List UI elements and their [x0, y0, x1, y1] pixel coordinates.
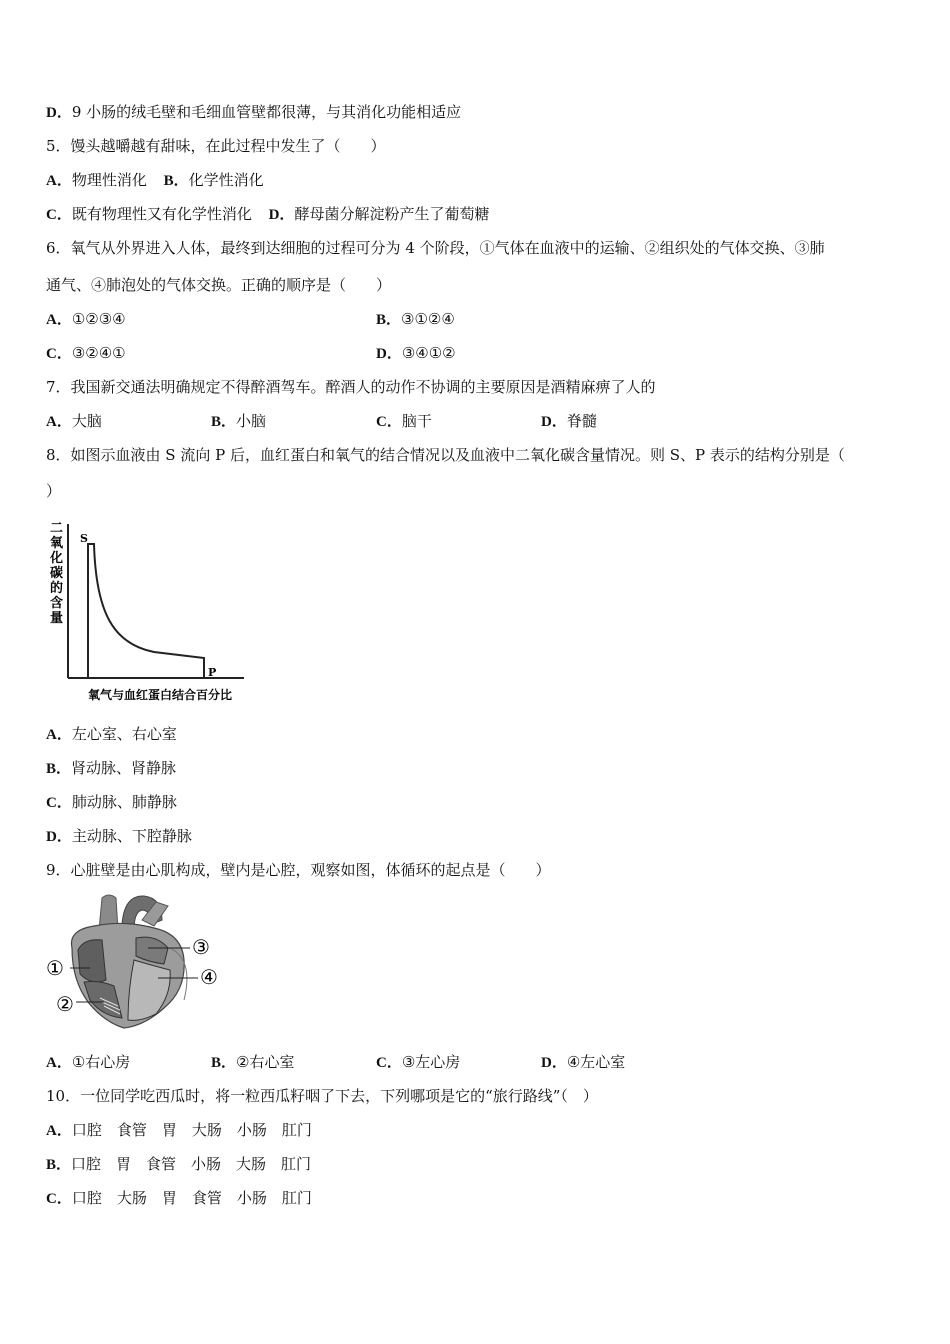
- q5-option-c: 既有物理性又有化学性消化: [71, 205, 252, 223]
- q6-stem-line1: 6．氧气从外界进入人体，最终到达细胞的过程可分为 4 个阶段，①气体在血液中的运输、②组织处的气体交换、③肺: [46, 239, 825, 257]
- option-letter: B．: [211, 1055, 237, 1071]
- co2-oxygen-graph: [44, 514, 259, 709]
- option-letter: D．: [268, 207, 295, 223]
- q7-option-b: [211, 411, 266, 432]
- q9-option-c: [376, 1052, 460, 1073]
- q10-stem: 10．一位同学吃西瓜时，将一粒西瓜籽咽了下去，下列哪项是它的“旅行路线”（ ）: [46, 1087, 598, 1105]
- option-letter: D．: [541, 1055, 567, 1071]
- q6-stem-line2: 通气、④肺泡处的气体交换。正确的顺序是（ ）: [46, 276, 392, 294]
- option-letter: C．: [46, 795, 72, 811]
- q7-option-c: [376, 411, 432, 432]
- option-text: ①右心房: [71, 1053, 131, 1071]
- q6-option-c: [46, 343, 126, 364]
- heart-diagram-svg: [44, 890, 234, 1032]
- option-text: 小脑: [236, 412, 267, 430]
- option-text: 左心室、右心室: [71, 725, 177, 743]
- q5-stem: 5．馒头越嚼越有甜味，在此过程中发生了（ ）: [46, 137, 386, 155]
- x-axis-label: 氧气与血红蛋白结合百分比: [88, 688, 233, 702]
- label-1: ①: [46, 956, 64, 980]
- y-axis-label-char: 含: [50, 596, 64, 611]
- q8-option-d: [46, 826, 192, 847]
- q9-stem: 9．心脏壁是由心肌构成，壁内是心腔，观察如图，体循环的起点是（ ）: [46, 861, 551, 879]
- option-letter: A．: [46, 312, 72, 328]
- option-letter: C．: [46, 346, 72, 362]
- y-axis-label-char: 化: [50, 551, 64, 566]
- y-axis-label-char: 量: [50, 611, 64, 626]
- option-text: ③左心房: [401, 1053, 461, 1071]
- q5-options-ab: [46, 170, 264, 191]
- q8-option-b: [46, 758, 176, 779]
- q10-option-a: [46, 1120, 312, 1141]
- option-letter: B．: [211, 414, 237, 430]
- q5-option-d: 酵母菌分解淀粉产生了葡萄糖: [294, 205, 490, 223]
- y-axis-label-char: 碳: [50, 566, 64, 581]
- q10-option-c: [46, 1188, 312, 1209]
- q5-option-b: 化学性消化: [188, 171, 264, 189]
- option-text: 肺动脉、肺静脉: [71, 793, 177, 811]
- option-letter: A．: [46, 1055, 72, 1071]
- option-letter: B．: [46, 761, 72, 777]
- q9-option-a: [46, 1052, 130, 1073]
- co2-oxygen-graph-svg: [44, 514, 259, 709]
- label-4: ④: [200, 965, 218, 989]
- option-text: 大脑: [71, 412, 102, 430]
- option-text: ④左心室: [566, 1053, 626, 1071]
- option-letter: C．: [376, 414, 402, 430]
- option-text: 9 小肠的绒毛壁和毛细血管壁都很薄，与其消化功能相适应: [71, 103, 462, 121]
- option-letter: B．: [163, 173, 189, 189]
- option-letter: D．: [541, 414, 567, 430]
- option-letter: B．: [376, 312, 402, 328]
- option-text: 脑干: [401, 412, 432, 430]
- q10-option-b: [46, 1154, 311, 1175]
- option-text: 口腔 食管 胃 大肠 小肠 肛门: [71, 1121, 312, 1139]
- q8-option-a: [46, 724, 177, 745]
- label-3: ③: [192, 935, 210, 959]
- q5-options-cd: [46, 204, 490, 225]
- option-letter: D．: [46, 829, 72, 845]
- option-text: ③①②④: [401, 310, 455, 328]
- right-atrium-chamber: [78, 940, 106, 982]
- co2-curve: [88, 544, 204, 678]
- q9-option-b: [211, 1052, 294, 1073]
- q5-option-a: 物理性消化: [71, 171, 147, 189]
- option-text: 脊髓: [566, 412, 597, 430]
- y-axis-label-char: 的: [50, 581, 64, 596]
- option-letter: B．: [46, 1157, 72, 1173]
- option-text: 口腔 大肠 胃 食管 小肠 肛门: [71, 1189, 312, 1207]
- option-letter: D．: [376, 346, 402, 362]
- option-text: 肾动脉、肾静脉: [71, 759, 177, 777]
- left-ventricle-chamber: [128, 960, 170, 1020]
- q6-option-b: [376, 309, 455, 330]
- option-letter: A．: [46, 727, 72, 743]
- option-letter: C．: [46, 207, 72, 223]
- q8-option-c: [46, 792, 177, 813]
- q7-stem: 7．我国新交通法明确规定不得醉酒驾车。醉酒人的动作不协调的主要原因是酒精麻痹了人的: [46, 378, 656, 396]
- option-letter: A．: [46, 414, 72, 430]
- q6-option-a: [46, 309, 126, 330]
- option-letter: D．: [46, 105, 72, 121]
- q8-stem-line1: 8．如图示血液由 S 流向 P 后，血红蛋白和氧气的结合情况以及血液中二氧化碳含量情况。则 S、P 表示的结构分别是（: [46, 446, 845, 464]
- q7-option-a: [46, 411, 102, 432]
- option-text: ③②④①: [71, 344, 126, 362]
- q6-option-d: [376, 343, 456, 364]
- option-text: ③④①②: [401, 344, 456, 362]
- end-point-label: P: [208, 666, 217, 679]
- q4-option-d: [46, 102, 461, 123]
- option-letter: C．: [46, 1191, 72, 1207]
- start-point-label: S: [80, 532, 88, 545]
- y-axis-label-char: 氧: [50, 536, 64, 551]
- option-letter: A．: [46, 1123, 72, 1139]
- q8-stem-line2: ）: [46, 482, 62, 500]
- option-text: 主动脉、下腔静脉: [71, 827, 192, 845]
- option-text: ①②③④: [71, 310, 126, 328]
- label-2: ②: [56, 992, 74, 1016]
- y-axis-label: [49, 521, 68, 626]
- q7-option-d: [541, 411, 597, 432]
- q9-option-d: [541, 1052, 625, 1073]
- y-axis-label-char: 二: [50, 521, 64, 536]
- option-text: ②右心室: [236, 1053, 295, 1071]
- option-text: 口腔 胃 食管 小肠 大肠 肛门: [71, 1155, 312, 1173]
- option-letter: C．: [376, 1055, 402, 1071]
- heart-diagram: [44, 890, 234, 1032]
- option-letter: A．: [46, 173, 72, 189]
